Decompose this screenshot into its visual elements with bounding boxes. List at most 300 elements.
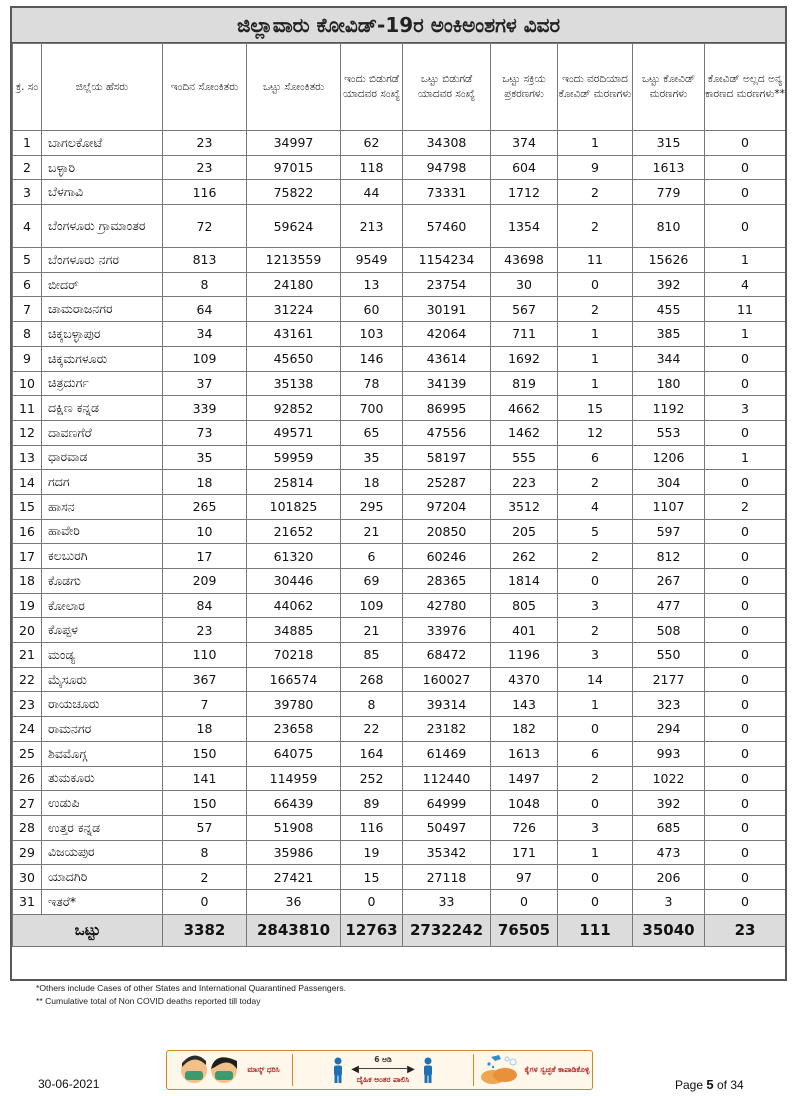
data-cell: 0 (705, 155, 786, 180)
table-row (13, 569, 786, 594)
data-cell: 110 (163, 643, 247, 668)
total-cell: 12763 (341, 914, 403, 946)
data-cell: 2 (558, 470, 633, 495)
data-cell: 0 (558, 889, 633, 914)
header-today-deaths: ಇಂದು ವರದಿಯಾದ ಕೋವಿಡ್ ಮರಣಗಳು (558, 44, 633, 131)
data-cell: 0 (341, 889, 403, 914)
data-cell: 0 (705, 346, 786, 371)
data-cell: 323 (633, 692, 705, 717)
table-row (13, 180, 786, 205)
table-row (13, 840, 786, 865)
district-name: ಚಾಮರಾಜನಗರ (42, 297, 163, 322)
data-cell: 23 (163, 131, 247, 156)
data-cell: 114959 (247, 766, 341, 791)
data-cell: 0 (705, 420, 786, 445)
data-cell: 0 (705, 791, 786, 816)
data-cell: 86995 (403, 396, 491, 421)
district-covid-table (12, 43, 786, 947)
person-icon (421, 1057, 435, 1083)
data-cell: 0 (705, 180, 786, 205)
data-cell: 25814 (247, 470, 341, 495)
row-number: 18 (13, 569, 42, 594)
district-name: ಬೆಳಗಾವಿ (42, 180, 163, 205)
data-cell: 33 (403, 889, 491, 914)
data-cell: 62 (341, 131, 403, 156)
data-cell: 374 (491, 131, 558, 156)
district-name: ಉಡುಪಿ (42, 791, 163, 816)
data-cell: 5 (558, 519, 633, 544)
data-cell: 0 (558, 717, 633, 742)
district-name: ಬಾಗಲಕೋಟೆ (42, 131, 163, 156)
page-current: 5 (706, 1077, 714, 1092)
data-cell: 805 (491, 593, 558, 618)
total-label: ಒಟ್ಟು (13, 914, 163, 946)
data-cell: 1206 (633, 445, 705, 470)
data-cell: 819 (491, 371, 558, 396)
header-non-covid-deaths: ಕೋವಿಡ್ ಅಲ್ಲದ ಅನ್ಯ ಕಾರಣದ ಮರಣಗಳು** (705, 44, 786, 131)
data-cell: 700 (341, 396, 403, 421)
data-cell: 36 (247, 889, 341, 914)
data-cell: 385 (633, 322, 705, 347)
district-name: ಬಳ್ಳಾರಿ (42, 155, 163, 180)
data-cell: 2 (558, 205, 633, 248)
data-cell: 61320 (247, 544, 341, 569)
data-cell: 13 (341, 272, 403, 297)
double-arrow-icon: ◀────────▶ (351, 1064, 415, 1075)
data-cell: 0 (705, 544, 786, 569)
data-cell: 65 (341, 420, 403, 445)
table-row (13, 791, 786, 816)
data-cell: 0 (558, 791, 633, 816)
data-cell: 109 (341, 593, 403, 618)
data-cell: 21 (341, 618, 403, 643)
data-cell: 8 (163, 840, 247, 865)
data-cell: 550 (633, 643, 705, 668)
data-cell: 19 (341, 840, 403, 865)
data-cell: 597 (633, 519, 705, 544)
data-cell: 69 (341, 569, 403, 594)
data-cell: 205 (491, 519, 558, 544)
data-cell: 89 (341, 791, 403, 816)
data-cell: 35 (341, 445, 403, 470)
row-number: 31 (13, 889, 42, 914)
data-cell: 813 (163, 248, 247, 273)
data-cell: 15626 (633, 248, 705, 273)
data-cell: 206 (633, 865, 705, 890)
data-cell: 1 (558, 322, 633, 347)
data-cell: 66439 (247, 791, 341, 816)
row-number: 22 (13, 667, 42, 692)
table-row (13, 618, 786, 643)
data-cell: 44062 (247, 593, 341, 618)
data-cell: 64 (163, 297, 247, 322)
data-cell: 1 (558, 371, 633, 396)
total-row (13, 914, 786, 946)
district-name: ಹಾವೇರಿ (42, 519, 163, 544)
data-cell: 0 (558, 272, 633, 297)
data-cell: 0 (705, 840, 786, 865)
data-cell: 1613 (633, 155, 705, 180)
data-cell: 367 (163, 667, 247, 692)
district-name: ಯಾದಗಿರಿ (42, 865, 163, 890)
data-cell: 34997 (247, 131, 341, 156)
data-cell: 8 (163, 272, 247, 297)
data-cell: 508 (633, 618, 705, 643)
data-cell: 294 (633, 717, 705, 742)
data-cell: 4370 (491, 667, 558, 692)
total-cell: 111 (558, 914, 633, 946)
data-cell: 180 (633, 371, 705, 396)
data-cell: 726 (491, 815, 558, 840)
data-cell: 0 (705, 667, 786, 692)
data-cell: 23182 (403, 717, 491, 742)
data-cell: 30446 (247, 569, 341, 594)
data-cell: 6 (558, 445, 633, 470)
row-number: 14 (13, 470, 42, 495)
row-number: 1 (13, 131, 42, 156)
data-cell: 18 (163, 470, 247, 495)
district-name: ಕೋಲಾರ (42, 593, 163, 618)
data-cell: 34885 (247, 618, 341, 643)
data-cell: 94798 (403, 155, 491, 180)
data-cell: 35986 (247, 840, 341, 865)
table-row (13, 248, 786, 273)
data-cell: 171 (491, 840, 558, 865)
district-name: ಕಲಬುರಗಿ (42, 544, 163, 569)
table-row (13, 445, 786, 470)
row-number: 24 (13, 717, 42, 742)
data-cell: 473 (633, 840, 705, 865)
page-total: 34 (730, 1078, 744, 1092)
data-cell: 35342 (403, 840, 491, 865)
row-number: 13 (13, 445, 42, 470)
data-cell: 213 (341, 205, 403, 248)
data-cell: 268 (341, 667, 403, 692)
table-row (13, 494, 786, 519)
data-cell: 34139 (403, 371, 491, 396)
data-cell: 993 (633, 741, 705, 766)
table-row (13, 131, 786, 156)
table-row (13, 519, 786, 544)
data-cell: 711 (491, 322, 558, 347)
data-cell: 0 (558, 569, 633, 594)
table-header-row (13, 44, 786, 131)
district-name: ದಾವಣಗೆರೆ (42, 420, 163, 445)
data-cell: 14 (558, 667, 633, 692)
data-cell: 22 (341, 717, 403, 742)
data-cell: 265 (163, 494, 247, 519)
data-cell: 112440 (403, 766, 491, 791)
data-cell: 252 (341, 766, 403, 791)
data-cell: 103 (341, 322, 403, 347)
district-name: ಮೈಸೂರು (42, 667, 163, 692)
table-row (13, 470, 786, 495)
data-cell: 1692 (491, 346, 558, 371)
page-prefix: Page (675, 1078, 704, 1092)
row-number: 23 (13, 692, 42, 717)
row-number: 19 (13, 593, 42, 618)
row-number: 11 (13, 396, 42, 421)
row-number: 30 (13, 865, 42, 890)
distance-section (293, 1051, 473, 1089)
data-cell: 1 (705, 248, 786, 273)
data-cell: 0 (705, 371, 786, 396)
table-row (13, 667, 786, 692)
data-cell: 45650 (247, 346, 341, 371)
data-cell: 810 (633, 205, 705, 248)
data-cell: 57 (163, 815, 247, 840)
data-cell: 267 (633, 569, 705, 594)
data-cell: 12 (558, 420, 633, 445)
data-cell: 141 (163, 766, 247, 791)
data-cell: 30 (491, 272, 558, 297)
data-cell: 24180 (247, 272, 341, 297)
data-cell: 57460 (403, 205, 491, 248)
row-number: 16 (13, 519, 42, 544)
header-today-discharged: ಇಂದು ಬಿಡುಗಡೆ ಯಾದವರ ಸಂಖ್ಯೆ (341, 44, 403, 131)
data-cell: 3 (558, 643, 633, 668)
page-title: ಜಿಲ್ಲಾವಾರು ಕೋವಿಡ್-19ರ ಅಂಕಿಅಂಶಗಳ ವಿವರ (12, 8, 785, 43)
header-today-positive: ಇಂದಿನ ಸೋಂಕಿತರು (163, 44, 247, 131)
table-row (13, 205, 786, 248)
row-number: 4 (13, 205, 42, 248)
row-number: 20 (13, 618, 42, 643)
data-cell: 3 (558, 815, 633, 840)
table-row (13, 396, 786, 421)
row-number: 8 (13, 322, 42, 347)
data-cell: 64075 (247, 741, 341, 766)
data-cell: 0 (558, 865, 633, 890)
data-cell: 101825 (247, 494, 341, 519)
data-cell: 18 (163, 717, 247, 742)
data-cell: 401 (491, 618, 558, 643)
data-cell: 0 (705, 865, 786, 890)
data-cell: 27421 (247, 865, 341, 890)
row-number: 17 (13, 544, 42, 569)
data-cell: 6 (558, 741, 633, 766)
data-cell: 779 (633, 180, 705, 205)
table-row (13, 155, 786, 180)
data-cell: 2177 (633, 667, 705, 692)
row-number: 9 (13, 346, 42, 371)
data-cell: 150 (163, 741, 247, 766)
data-cell: 1462 (491, 420, 558, 445)
district-name: ಚಿಕ್ಕಮಗಳೂರು (42, 346, 163, 371)
total-cell: 35040 (633, 914, 705, 946)
row-number: 2 (13, 155, 42, 180)
hygiene-label: ಕೈಗಳ ಸ್ವಚ್ಛತೆ ಕಾಪಾಡಿಕೊಳ್ಳಿ (524, 1065, 590, 1074)
data-cell: 58197 (403, 445, 491, 470)
data-cell: 392 (633, 272, 705, 297)
data-cell: 73 (163, 420, 247, 445)
data-cell: 1213559 (247, 248, 341, 273)
data-cell: 97204 (403, 494, 491, 519)
data-cell: 0 (705, 618, 786, 643)
data-cell: 9549 (341, 248, 403, 273)
data-cell: 68472 (403, 643, 491, 668)
table-row (13, 346, 786, 371)
data-cell: 0 (705, 741, 786, 766)
total-cell: 23 (705, 914, 786, 946)
hygiene-section (474, 1051, 592, 1089)
masked-faces-icon (179, 1053, 243, 1087)
data-cell: 23658 (247, 717, 341, 742)
data-cell: 1048 (491, 791, 558, 816)
data-cell: 455 (633, 297, 705, 322)
data-cell: 70218 (247, 643, 341, 668)
data-cell: 0 (163, 889, 247, 914)
data-cell: 604 (491, 155, 558, 180)
district-name: ರಾಮನಗರ (42, 717, 163, 742)
footnote-others: *Others include Cases of other States and International Quarantined Passengers. (36, 983, 347, 993)
data-cell: 344 (633, 346, 705, 371)
district-name: ಶಿವಮೊಗ್ಗ (42, 741, 163, 766)
data-cell: 15 (341, 865, 403, 890)
data-cell: 262 (491, 544, 558, 569)
data-cell: 0 (491, 889, 558, 914)
distance-label: ದೈಹಿಕ ಅಂತರ ಪಾಲಿಸಿ (356, 1075, 410, 1084)
data-cell: 2 (558, 297, 633, 322)
data-cell: 1196 (491, 643, 558, 668)
safety-banner (166, 1050, 593, 1090)
data-cell: 43161 (247, 322, 341, 347)
data-cell: 20850 (403, 519, 491, 544)
row-number: 26 (13, 766, 42, 791)
data-cell: 78 (341, 371, 403, 396)
data-cell: 812 (633, 544, 705, 569)
table-row (13, 322, 786, 347)
district-name: ಚಿತ್ರದುರ್ಗ (42, 371, 163, 396)
district-name: ಚಿಕ್ಕಬಳ್ಳಾಪುರ (42, 322, 163, 347)
data-cell: 25287 (403, 470, 491, 495)
data-cell: 42064 (403, 322, 491, 347)
data-cell: 1497 (491, 766, 558, 791)
data-cell: 4662 (491, 396, 558, 421)
data-cell: 0 (705, 692, 786, 717)
data-cell: 21 (341, 519, 403, 544)
data-cell: 18 (341, 470, 403, 495)
data-cell: 182 (491, 717, 558, 742)
data-cell: 555 (491, 445, 558, 470)
row-number: 25 (13, 741, 42, 766)
table-row (13, 815, 786, 840)
data-cell: 59959 (247, 445, 341, 470)
data-cell: 23 (163, 618, 247, 643)
data-cell: 23 (163, 155, 247, 180)
row-number: 21 (13, 643, 42, 668)
data-cell: 0 (705, 643, 786, 668)
data-cell: 4 (705, 272, 786, 297)
data-cell: 1613 (491, 741, 558, 766)
header-district-name: ಜಿಲ್ಲೆಯ ಹೆಸರು (42, 44, 163, 131)
total-cell: 76505 (491, 914, 558, 946)
data-cell: 23754 (403, 272, 491, 297)
data-cell: 4 (558, 494, 633, 519)
district-name: ರಾಯಚೂರು (42, 692, 163, 717)
row-number: 10 (13, 371, 42, 396)
data-cell: 49571 (247, 420, 341, 445)
data-cell: 295 (341, 494, 403, 519)
data-cell: 116 (163, 180, 247, 205)
data-cell: 1 (558, 131, 633, 156)
data-cell: 42780 (403, 593, 491, 618)
data-cell: 304 (633, 470, 705, 495)
district-name: ಕೊಡಗು (42, 569, 163, 594)
data-cell: 118 (341, 155, 403, 180)
district-name: ಬೆಂಗಳೂರು ಗ್ರಾಮಾಂತರ (42, 205, 163, 248)
data-cell: 392 (633, 791, 705, 816)
data-cell: 0 (705, 470, 786, 495)
table-row (13, 889, 786, 914)
table-row (13, 593, 786, 618)
data-cell: 97 (491, 865, 558, 890)
data-cell: 44 (341, 180, 403, 205)
data-cell: 37 (163, 371, 247, 396)
data-cell: 1154234 (403, 248, 491, 273)
data-cell: 1814 (491, 569, 558, 594)
footnote-non-covid: ** Cumulative total of Non COVID deaths reported till today (36, 995, 261, 1006)
distance-value: 6 ಅಡಿ (374, 1055, 392, 1064)
data-cell: 30191 (403, 297, 491, 322)
district-name: ತುಮಕೂರು (42, 766, 163, 791)
mask-label: ಮಾಸ್ಕ್ ಧರಿಸಿ (247, 1065, 280, 1074)
data-cell: 73331 (403, 180, 491, 205)
data-cell: 160027 (403, 667, 491, 692)
data-cell: 116 (341, 815, 403, 840)
data-cell: 60246 (403, 544, 491, 569)
stats-sheet (10, 6, 787, 981)
district-name: ಹಾಸನ (42, 494, 163, 519)
data-cell: 567 (491, 297, 558, 322)
data-cell: 477 (633, 593, 705, 618)
row-number: 6 (13, 272, 42, 297)
table-row (13, 766, 786, 791)
data-cell: 11 (558, 248, 633, 273)
district-name: ಗದಗ (42, 470, 163, 495)
data-cell: 1192 (633, 396, 705, 421)
row-number: 3 (13, 180, 42, 205)
data-cell: 35138 (247, 371, 341, 396)
data-cell: 2 (705, 494, 786, 519)
data-cell: 1 (705, 322, 786, 347)
table-row (13, 297, 786, 322)
data-cell: 553 (633, 420, 705, 445)
data-cell: 51908 (247, 815, 341, 840)
data-cell: 84 (163, 593, 247, 618)
data-cell: 143 (491, 692, 558, 717)
data-cell: 1 (558, 692, 633, 717)
data-cell: 39314 (403, 692, 491, 717)
data-cell: 92852 (247, 396, 341, 421)
data-cell: 31224 (247, 297, 341, 322)
data-cell: 0 (705, 131, 786, 156)
footnotes (36, 982, 346, 1007)
district-name: ದಕ್ಷಿಣ ಕನ್ನಡ (42, 396, 163, 421)
row-number: 28 (13, 815, 42, 840)
data-cell: 685 (633, 815, 705, 840)
data-cell: 43614 (403, 346, 491, 371)
mask-section (167, 1051, 292, 1089)
report-date: 30-06-2021 (38, 1077, 100, 1091)
data-cell: 339 (163, 396, 247, 421)
data-cell: 3 (633, 889, 705, 914)
data-cell: 50497 (403, 815, 491, 840)
data-cell: 21652 (247, 519, 341, 544)
header-total-discharged: ಒಟ್ಟು ಬಿಡುಗಡೆ ಯಾದವರ ಸಂಖ್ಯೆ (403, 44, 491, 131)
data-cell: 47556 (403, 420, 491, 445)
data-cell: 43698 (491, 248, 558, 273)
data-cell: 6 (341, 544, 403, 569)
